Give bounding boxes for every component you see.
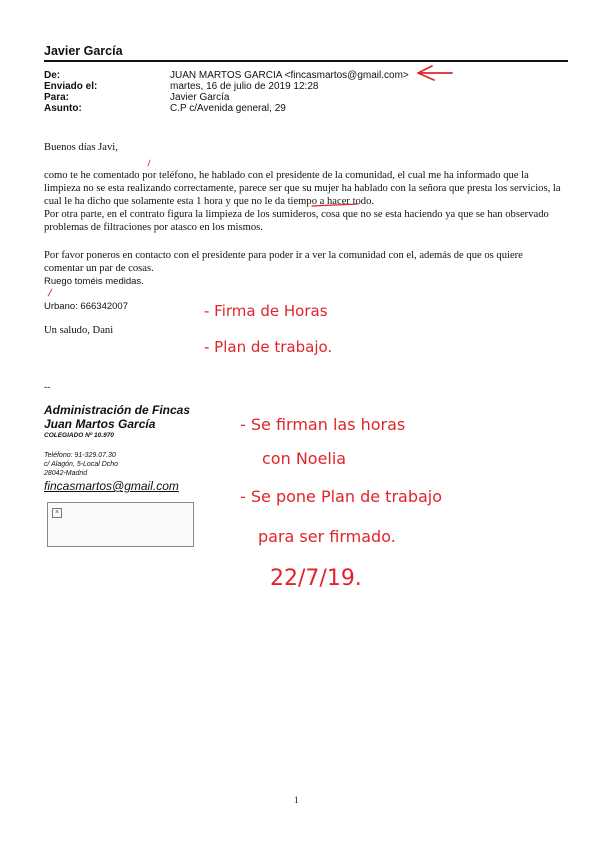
- red-arrow-icon: [418, 66, 452, 80]
- note-firman-horas-line1: - Se firman las horas: [240, 415, 406, 434]
- underline-mark: [312, 204, 358, 206]
- sent-label: Enviado el:: [44, 81, 98, 92]
- subject-value: C.P c/Avenida general, 29: [170, 103, 286, 114]
- signature-address-line2: 28042-Madrid: [44, 470, 88, 477]
- signature-email-link[interactable]: fincasmartos@gmail.com: [44, 479, 179, 493]
- from-value: JUAN MARTOS GARCIA <fincasmartos@gmail.com>: [170, 70, 409, 81]
- note-pone-plan-line2: para ser firmado.: [258, 527, 396, 546]
- note-plan-trabajo: - Plan de trabajo.: [204, 338, 333, 356]
- stray-mark: [148, 160, 150, 166]
- subject-label: Asunto:: [44, 103, 82, 114]
- note-date: 22/7/19.: [270, 566, 362, 591]
- signature-phone: Teléfono: 91-329.07.30: [44, 452, 116, 459]
- signature-name: Juan Martos García: [44, 417, 156, 431]
- sender-heading: Javier García: [44, 44, 123, 58]
- broken-image-icon: ×: [52, 508, 62, 518]
- signature-address-line1: c/ Alagón, 5-Local Dcho: [44, 461, 119, 468]
- body-paragraph-1: como te he comentado por teléfono, he hablado con el presidente de la comunidad, el cual me ha informado que la limpieza no se esta realizando correctamente, parece ser que su mujer ha hablado con la señora que presta los servicios, la cual le ha dicho que solamente esta 1 hora y que no le da tiempo a hacer todo.: [44, 170, 561, 207]
- from-label: De:: [44, 70, 61, 81]
- note-pone-plan-line1: - Se pone Plan de trabajo: [240, 487, 443, 506]
- page-number: 1: [294, 795, 299, 805]
- body-paragraph-2: Por otra parte, en el contrato figura la limpieza de los sumideros, cosa que no se esta haciendo ya que se han observado problemas de filtraciones por atasco en los mismos.: [44, 209, 549, 233]
- greeting: Buenos días Javi,: [44, 142, 118, 153]
- closing: Un saludo, Dani: [44, 325, 114, 336]
- signature-separator: --: [44, 382, 51, 393]
- sent-value: martes, 16 de julio de 2019 12:28: [170, 81, 319, 92]
- to-value: Javier García: [170, 92, 230, 103]
- note-firma-horas: - Firma de Horas: [204, 302, 328, 320]
- to-label: Para:: [44, 92, 70, 103]
- urbano-phone: Urbano: 666342007: [44, 301, 128, 312]
- note-firman-horas-line2: con Noelia: [262, 449, 347, 468]
- body-paragraph-3: Por favor poneros en contacto con el presidente para poder ir a ver la comunidad con el, además de que os quiere comentar un par de cosas.: [44, 250, 523, 274]
- signature-company: Administración de Fincas: [44, 403, 191, 417]
- signature-colegiado: COLEGIADO Nº 10.970: [44, 432, 114, 439]
- stray-mark: [48, 289, 52, 296]
- request-line: Ruego toméis medidas.: [44, 276, 144, 287]
